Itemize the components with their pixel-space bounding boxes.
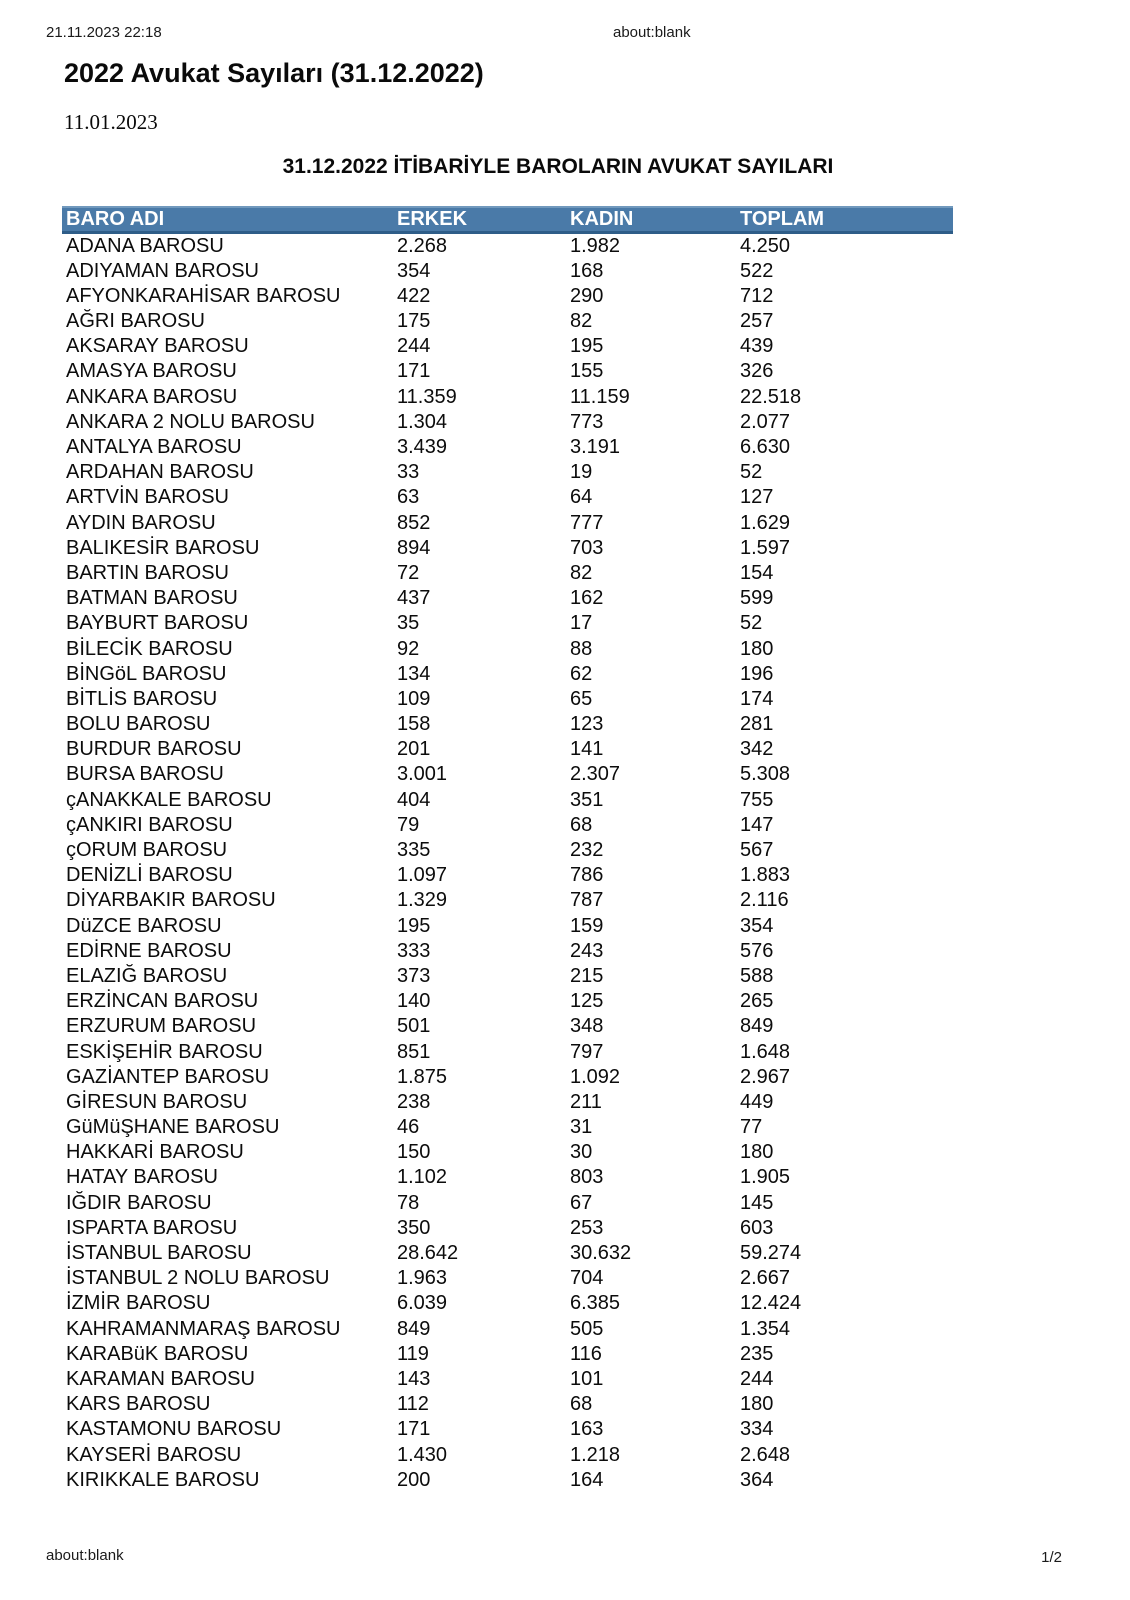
erkek-count-cell: 140 bbox=[397, 990, 431, 1013]
print-footer-url: about:blank bbox=[46, 1547, 124, 1564]
baro-name-cell: KAYSERİ BAROSU bbox=[66, 1443, 242, 1466]
kadin-count-cell: 773 bbox=[570, 410, 604, 433]
erkek-count-cell: 3.001 bbox=[397, 763, 448, 786]
baro-name-cell: DüZCE BAROSU bbox=[66, 914, 222, 937]
table-row bbox=[62, 1191, 953, 1216]
toplam-count-cell: 439 bbox=[740, 335, 774, 358]
baro-name-cell: ESKİŞEHİR BAROSU bbox=[66, 1040, 263, 1063]
erkek-count-cell: 1.430 bbox=[397, 1443, 448, 1466]
kadin-count-cell: 797 bbox=[570, 1040, 604, 1063]
table-row bbox=[62, 284, 953, 309]
kadin-count-cell: 17 bbox=[570, 612, 593, 635]
kadin-count-cell: 786 bbox=[570, 864, 604, 887]
toplam-count-cell: 52 bbox=[740, 461, 763, 484]
erkek-count-cell: 33 bbox=[397, 461, 420, 484]
table-row bbox=[62, 232, 953, 259]
toplam-count-cell: 52 bbox=[740, 612, 763, 635]
erkek-count-cell: 1.097 bbox=[397, 864, 448, 887]
table-row bbox=[62, 1417, 953, 1442]
table-row bbox=[62, 788, 953, 813]
erkek-count-cell: 422 bbox=[397, 284, 431, 307]
baro-name-cell: İZMİR BAROSU bbox=[66, 1292, 211, 1315]
table-row bbox=[62, 888, 953, 913]
table-row bbox=[62, 511, 953, 536]
baro-name-cell: BURSA BAROSU bbox=[66, 763, 224, 786]
erkek-count-cell: 201 bbox=[397, 738, 431, 761]
kadin-count-cell: 141 bbox=[570, 738, 604, 761]
erkek-count-cell: 350 bbox=[397, 1216, 431, 1239]
kadin-count-cell: 31 bbox=[570, 1116, 593, 1139]
baro-name-cell: EDİRNE BAROSU bbox=[66, 939, 232, 962]
kadin-count-cell: 101 bbox=[570, 1367, 604, 1390]
kadin-count-cell: 232 bbox=[570, 839, 604, 861]
table-row bbox=[62, 637, 953, 662]
erkek-count-cell: 1.963 bbox=[397, 1267, 448, 1290]
table-row bbox=[62, 435, 953, 460]
erkek-count-cell: 78 bbox=[397, 1191, 420, 1214]
erkek-count-cell: 849 bbox=[397, 1317, 431, 1340]
toplam-count-cell: 2.667 bbox=[740, 1267, 791, 1290]
erkek-count-cell: 158 bbox=[397, 713, 431, 736]
kadin-count-cell: 88 bbox=[570, 637, 593, 660]
baro-name-cell: KARS BAROSU bbox=[66, 1393, 211, 1416]
baro-name-cell: ADANA BAROSU bbox=[66, 234, 224, 257]
print-footer-page-indicator: 1/2 bbox=[1041, 1549, 1062, 1566]
kadin-count-cell: 703 bbox=[570, 536, 604, 559]
baro-name-cell: AKSARAY BAROSU bbox=[66, 335, 249, 358]
baro-name-cell: BATMAN BAROSU bbox=[66, 587, 238, 610]
kadin-count-cell: 1.982 bbox=[570, 234, 621, 257]
baro-name-cell: çANKIRI BAROSU bbox=[66, 813, 233, 836]
baro-name-cell: KASTAMONU BAROSU bbox=[66, 1418, 282, 1441]
kadin-count-cell: 777 bbox=[570, 511, 604, 534]
kadin-count-cell: 82 bbox=[570, 310, 593, 333]
toplam-count-cell: 180 bbox=[740, 1393, 774, 1416]
kadin-count-cell: 803 bbox=[570, 1166, 604, 1189]
baro-name-cell: KARABüK BAROSU bbox=[66, 1342, 249, 1365]
kadin-count-cell: 1.092 bbox=[570, 1065, 621, 1088]
toplam-count-cell: 849 bbox=[740, 1015, 774, 1038]
table-row bbox=[62, 1392, 953, 1417]
baro-name-cell: BARTIN BAROSU bbox=[66, 561, 229, 584]
table-row bbox=[62, 1014, 953, 1039]
erkek-count-cell: 404 bbox=[397, 788, 431, 811]
baro-name-cell: HATAY BAROSU bbox=[66, 1166, 218, 1189]
baro-name-cell: GAZİANTEP BAROSU bbox=[66, 1065, 270, 1088]
toplam-count-cell: 2.116 bbox=[740, 889, 789, 912]
erkek-count-cell: 1.329 bbox=[397, 889, 448, 912]
baro-name-cell: çORUM BAROSU bbox=[66, 839, 228, 861]
table-row bbox=[62, 1065, 953, 1090]
kadin-count-cell: 253 bbox=[570, 1216, 604, 1239]
table-row bbox=[62, 536, 953, 561]
page-title: 2022 Avukat Sayıları (31.12.2022) bbox=[64, 58, 484, 88]
baro-name-cell: İSTANBUL 2 NOLU BAROSU bbox=[66, 1267, 330, 1290]
baro-name-cell: AMASYA BAROSU bbox=[66, 360, 237, 383]
kadin-count-cell: 65 bbox=[570, 687, 593, 710]
baro-name-cell: BİLECİK BAROSU bbox=[66, 637, 233, 660]
baro-name-cell: GüMüŞHANE BAROSU bbox=[66, 1116, 280, 1139]
toplam-count-cell: 5.308 bbox=[740, 763, 791, 786]
erkek-count-cell: 1.304 bbox=[397, 410, 448, 433]
kadin-count-cell: 2.307 bbox=[570, 763, 621, 786]
kadin-count-cell: 162 bbox=[570, 587, 604, 610]
toplam-count-cell: 6.630 bbox=[740, 436, 791, 458]
kadin-count-cell: 164 bbox=[570, 1468, 604, 1491]
table-row bbox=[62, 1317, 953, 1342]
erkek-count-cell: 72 bbox=[397, 561, 420, 584]
erkek-count-cell: 2.268 bbox=[397, 234, 448, 257]
toplam-count-cell: 265 bbox=[740, 990, 774, 1013]
toplam-count-cell: 2.648 bbox=[740, 1443, 791, 1466]
baro-name-cell: ADIYAMAN BAROSU bbox=[66, 259, 259, 282]
table-header-row bbox=[62, 207, 953, 232]
toplam-count-cell: 257 bbox=[740, 310, 774, 333]
kadin-count-cell: 6.385 bbox=[570, 1292, 621, 1315]
table-row bbox=[62, 712, 953, 737]
erkek-count-cell: 92 bbox=[397, 637, 420, 660]
table-row bbox=[62, 1266, 953, 1291]
toplam-count-cell: 77 bbox=[740, 1116, 763, 1139]
table-row bbox=[62, 762, 953, 787]
kadin-count-cell: 290 bbox=[570, 284, 604, 307]
baro-name-cell: BİNGöL BAROSU bbox=[66, 662, 227, 685]
baro-name-cell: BOLU BAROSU bbox=[66, 713, 211, 736]
erkek-count-cell: 851 bbox=[397, 1040, 431, 1063]
erkek-count-cell: 333 bbox=[397, 939, 431, 962]
toplam-count-cell: 599 bbox=[740, 587, 774, 610]
toplam-count-cell: 1.629 bbox=[740, 511, 791, 534]
erkek-count-cell: 79 bbox=[397, 813, 420, 836]
toplam-count-cell: 180 bbox=[740, 1141, 774, 1164]
toplam-count-cell: 755 bbox=[740, 788, 774, 811]
toplam-count-cell: 2.077 bbox=[740, 410, 791, 433]
erkek-count-cell: 852 bbox=[397, 511, 431, 534]
toplam-count-cell: 244 bbox=[740, 1367, 774, 1390]
kadin-count-cell: 67 bbox=[570, 1191, 593, 1214]
table-row bbox=[62, 611, 953, 636]
baro-name-cell: AFYONKARAHİSAR BAROSU bbox=[66, 284, 341, 307]
table-row bbox=[62, 410, 953, 435]
erkek-count-cell: 143 bbox=[397, 1367, 431, 1390]
erkek-count-cell: 244 bbox=[397, 335, 431, 358]
table-row bbox=[62, 385, 953, 410]
baro-name-cell: KARAMAN BAROSU bbox=[66, 1367, 255, 1390]
table-row bbox=[62, 586, 953, 611]
document-date: 11.01.2023 bbox=[64, 110, 158, 134]
kadin-count-cell: 787 bbox=[570, 889, 604, 912]
print-header-datetime: 21.11.2023 22:18 bbox=[46, 24, 162, 41]
erkek-count-cell: 3.439 bbox=[397, 436, 448, 458]
table-row bbox=[62, 561, 953, 586]
baro-name-cell: AĞRI BAROSU bbox=[66, 310, 205, 333]
baro-name-cell: ARDAHAN BAROSU bbox=[66, 461, 254, 484]
baro-name-cell: ARTVİN BAROSU bbox=[66, 486, 229, 509]
toplam-count-cell: 712 bbox=[740, 284, 774, 307]
table-row bbox=[62, 1115, 953, 1140]
baro-name-cell: ERZİNCAN BAROSU bbox=[66, 990, 259, 1013]
baro-name-cell: DİYARBAKIR BAROSU bbox=[66, 889, 276, 912]
kadin-count-cell: 123 bbox=[570, 713, 604, 736]
toplam-count-cell: 1.883 bbox=[740, 864, 791, 887]
erkek-count-cell: 354 bbox=[397, 259, 431, 282]
toplam-count-cell: 342 bbox=[740, 738, 774, 761]
kadin-count-cell: 62 bbox=[570, 662, 593, 685]
toplam-count-cell: 603 bbox=[740, 1216, 774, 1239]
baro-name-cell: ISPARTA BAROSU bbox=[66, 1216, 238, 1239]
kadin-count-cell: 155 bbox=[570, 360, 604, 383]
table-row bbox=[62, 1367, 953, 1392]
kadin-count-cell: 82 bbox=[570, 561, 593, 584]
kadin-count-cell: 125 bbox=[570, 990, 604, 1013]
toplam-count-cell: 12.424 bbox=[740, 1292, 802, 1315]
table-row bbox=[62, 914, 953, 939]
erkek-count-cell: 11.359 bbox=[397, 385, 457, 408]
erkek-count-cell: 119 bbox=[397, 1342, 429, 1365]
table-row bbox=[62, 813, 953, 838]
kadin-count-cell: 64 bbox=[570, 486, 593, 509]
baro-name-cell: DENİZLİ BAROSU bbox=[66, 864, 233, 887]
kadin-count-cell: 116 bbox=[570, 1342, 602, 1365]
toplam-count-cell: 196 bbox=[740, 662, 774, 685]
toplam-count-cell: 4.250 bbox=[740, 234, 791, 257]
toplam-count-cell: 59.274 bbox=[740, 1242, 802, 1264]
erkek-count-cell: 1.102 bbox=[397, 1166, 448, 1189]
table-row bbox=[62, 334, 953, 359]
erkek-count-cell: 373 bbox=[397, 964, 431, 987]
kadin-count-cell: 168 bbox=[570, 259, 604, 282]
print-header-title: about:blank bbox=[613, 24, 691, 41]
toplam-count-cell: 334 bbox=[740, 1418, 774, 1441]
column-header-kadin: KADIN bbox=[570, 207, 740, 232]
table-row bbox=[62, 259, 953, 284]
toplam-count-cell: 588 bbox=[740, 964, 774, 987]
table-row bbox=[62, 1443, 953, 1468]
baro-name-cell: BALIKESİR BAROSU bbox=[66, 536, 260, 559]
table-row bbox=[62, 460, 953, 485]
erkek-count-cell: 335 bbox=[397, 839, 431, 861]
toplam-count-cell: 22.518 bbox=[740, 385, 802, 408]
table-row bbox=[62, 1090, 953, 1115]
kadin-count-cell: 11.159 bbox=[570, 385, 630, 408]
kadin-count-cell: 211 bbox=[570, 1090, 602, 1113]
kadin-count-cell: 159 bbox=[570, 914, 604, 937]
erkek-count-cell: 1.875 bbox=[397, 1065, 448, 1088]
table-row bbox=[62, 359, 953, 384]
baro-name-cell: KAHRAMANMARAŞ BAROSU bbox=[66, 1317, 341, 1340]
erkek-count-cell: 171 bbox=[397, 1418, 431, 1441]
table-row bbox=[62, 1140, 953, 1165]
table-row bbox=[62, 838, 953, 863]
kadin-count-cell: 3.191 bbox=[570, 436, 621, 458]
section-heading: 31.12.2022 İTİBARİYLE BAROLARIN AVUKAT SAYILARI bbox=[282, 155, 834, 178]
toplam-count-cell: 326 bbox=[740, 360, 774, 383]
baro-name-cell: HAKKARİ BAROSU bbox=[66, 1141, 244, 1164]
toplam-count-cell: 235 bbox=[740, 1342, 774, 1365]
baro-name-cell: IĞDIR BAROSU bbox=[66, 1191, 212, 1214]
toplam-count-cell: 1.597 bbox=[740, 536, 791, 559]
kadin-count-cell: 704 bbox=[570, 1267, 604, 1290]
erkek-count-cell: 28.642 bbox=[397, 1242, 459, 1264]
toplam-count-cell: 127 bbox=[740, 486, 774, 509]
toplam-count-cell: 567 bbox=[740, 839, 774, 861]
column-header-toplam: TOPLAM bbox=[740, 207, 953, 232]
erkek-count-cell: 894 bbox=[397, 536, 431, 559]
kadin-count-cell: 68 bbox=[570, 813, 593, 836]
baro-name-cell: ELAZIĞ BAROSU bbox=[66, 964, 228, 987]
kadin-count-cell: 243 bbox=[570, 939, 604, 962]
toplam-count-cell: 449 bbox=[740, 1090, 774, 1113]
toplam-count-cell: 1.354 bbox=[740, 1317, 791, 1340]
erkek-count-cell: 175 bbox=[397, 310, 431, 333]
erkek-count-cell: 150 bbox=[397, 1141, 431, 1164]
erkek-count-cell: 134 bbox=[397, 662, 431, 685]
baro-name-cell: AYDIN BAROSU bbox=[66, 511, 216, 534]
table-row bbox=[62, 1291, 953, 1316]
table-row bbox=[62, 485, 953, 510]
toplam-count-cell: 147 bbox=[740, 813, 774, 836]
erkek-count-cell: 437 bbox=[397, 587, 431, 610]
table-row bbox=[62, 1468, 953, 1493]
kadin-count-cell: 30 bbox=[570, 1141, 593, 1164]
erkek-count-cell: 112 bbox=[397, 1393, 429, 1416]
toplam-count-cell: 180 bbox=[740, 637, 774, 660]
erkek-count-cell: 238 bbox=[397, 1090, 431, 1113]
erkek-count-cell: 63 bbox=[397, 486, 420, 509]
baro-name-cell: ANKARA BAROSU bbox=[66, 385, 238, 408]
table-row bbox=[62, 309, 953, 334]
toplam-count-cell: 174 bbox=[740, 687, 774, 710]
table-row bbox=[62, 1342, 953, 1367]
table-row bbox=[62, 964, 953, 989]
baro-name-cell: İSTANBUL BAROSU bbox=[66, 1242, 252, 1264]
kadin-count-cell: 68 bbox=[570, 1393, 593, 1416]
column-header-baro-adi: BARO ADI bbox=[62, 207, 397, 232]
toplam-count-cell: 1.905 bbox=[740, 1166, 791, 1189]
column-header-erkek: ERKEK bbox=[397, 207, 570, 232]
kadin-count-cell: 348 bbox=[570, 1015, 604, 1038]
toplam-count-cell: 2.967 bbox=[740, 1065, 791, 1088]
kadin-count-cell: 505 bbox=[570, 1317, 604, 1340]
erkek-count-cell: 46 bbox=[397, 1116, 420, 1139]
toplam-count-cell: 354 bbox=[740, 914, 774, 937]
table-row bbox=[62, 1216, 953, 1241]
baro-name-cell: ANKARA 2 NOLU BAROSU bbox=[66, 410, 315, 433]
table-row bbox=[62, 662, 953, 687]
toplam-count-cell: 1.648 bbox=[740, 1040, 791, 1063]
kadin-count-cell: 1.218 bbox=[570, 1443, 621, 1466]
table-row bbox=[62, 1040, 953, 1065]
baro-name-cell: KIRIKKALE BAROSU bbox=[66, 1468, 260, 1491]
table-row bbox=[62, 1241, 953, 1266]
table-row bbox=[62, 863, 953, 888]
toplam-count-cell: 576 bbox=[740, 939, 774, 962]
erkek-count-cell: 109 bbox=[397, 687, 431, 710]
erkek-count-cell: 501 bbox=[397, 1015, 431, 1038]
toplam-count-cell: 154 bbox=[740, 561, 774, 584]
baro-name-cell: ERZURUM BAROSU bbox=[66, 1015, 257, 1038]
toplam-count-cell: 145 bbox=[740, 1191, 774, 1214]
baro-name-cell: ANTALYA BAROSU bbox=[66, 436, 242, 458]
erkek-count-cell: 171 bbox=[397, 360, 431, 383]
kadin-count-cell: 195 bbox=[570, 335, 604, 358]
lawyer-counts-table bbox=[62, 206, 953, 1493]
table-row bbox=[62, 687, 953, 712]
baro-name-cell: çANAKKALE BAROSU bbox=[66, 788, 272, 811]
table-row bbox=[62, 989, 953, 1014]
kadin-count-cell: 19 bbox=[570, 461, 593, 484]
erkek-count-cell: 6.039 bbox=[397, 1292, 448, 1315]
erkek-count-cell: 35 bbox=[397, 612, 420, 635]
table-row bbox=[62, 737, 953, 762]
baro-name-cell: GİRESUN BAROSU bbox=[66, 1090, 248, 1113]
table-row bbox=[62, 1165, 953, 1190]
kadin-count-cell: 163 bbox=[570, 1418, 604, 1441]
toplam-count-cell: 522 bbox=[740, 259, 774, 282]
baro-name-cell: BİTLİS BAROSU bbox=[66, 687, 218, 710]
erkek-count-cell: 195 bbox=[397, 914, 431, 937]
baro-name-cell: BAYBURT BAROSU bbox=[66, 612, 249, 635]
kadin-count-cell: 351 bbox=[570, 788, 604, 811]
kadin-count-cell: 30.632 bbox=[570, 1242, 632, 1264]
kadin-count-cell: 215 bbox=[570, 964, 604, 987]
erkek-count-cell: 200 bbox=[397, 1468, 431, 1491]
baro-name-cell: BURDUR BAROSU bbox=[66, 738, 242, 761]
toplam-count-cell: 364 bbox=[740, 1468, 774, 1491]
toplam-count-cell: 281 bbox=[740, 713, 774, 736]
table-row bbox=[62, 939, 953, 964]
